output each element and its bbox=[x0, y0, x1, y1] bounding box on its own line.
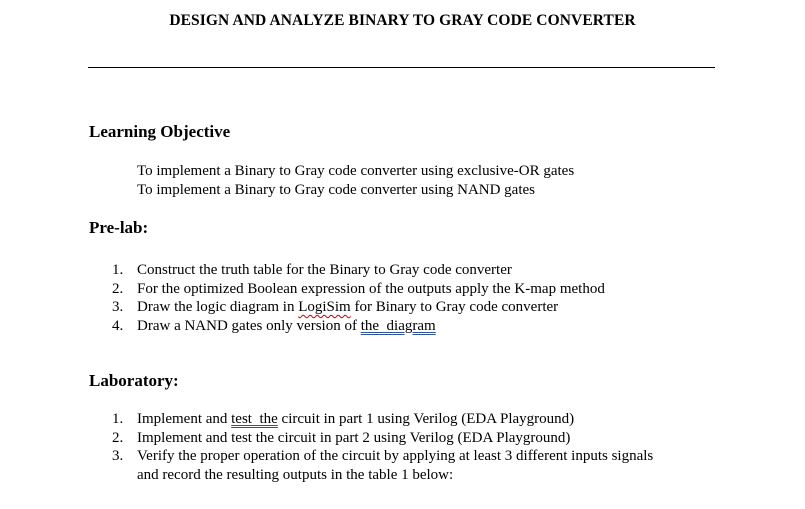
prelab-list bbox=[112, 261, 605, 335]
list-text-pre: Implement and bbox=[137, 411, 232, 427]
objective-item: To implement a Binary to Gray code converter using exclusive-OR gates bbox=[137, 163, 575, 179]
laboratory-list bbox=[112, 410, 653, 484]
grammar-flag: the diagram bbox=[360, 317, 436, 334]
document-title: DESIGN AND ANALYZE BINARY TO GRAY CODE CONVERTER bbox=[169, 12, 636, 29]
horizontal-rule bbox=[88, 67, 715, 68]
list-number: 2. bbox=[112, 429, 124, 446]
lab-item bbox=[112, 429, 653, 448]
list-number: 3. bbox=[112, 448, 124, 464]
list-text: Implement and test the circuit in part 2 using Verilog (EDA Playground) bbox=[137, 429, 571, 446]
prelab-item bbox=[112, 261, 605, 280]
list-number: 2. bbox=[112, 280, 124, 297]
list-text: For the optimized Boolean expression of the outputs apply the K-map method bbox=[137, 280, 605, 297]
objective-item: To implement a Binary to Gray code converter using NAND gates bbox=[137, 181, 536, 198]
list-number: 1. bbox=[112, 262, 124, 278]
prelab-item bbox=[112, 298, 605, 317]
lab-item bbox=[112, 410, 653, 429]
lab-item bbox=[112, 447, 653, 484]
list-text-post: circuit in part 1 using Verilog (EDA Playground) bbox=[277, 411, 575, 427]
learning-objective-list bbox=[137, 162, 574, 199]
list-text-continuation: and record the resulting outputs in the table 1 below: bbox=[137, 466, 454, 483]
grammar-flag: test the bbox=[231, 411, 278, 427]
list-number: 3. bbox=[112, 299, 124, 315]
prelab-item bbox=[112, 317, 605, 336]
spelling-flag: LogiSim bbox=[298, 299, 351, 315]
prelab-item bbox=[112, 280, 605, 299]
laboratory-heading: Laboratory: bbox=[89, 371, 179, 390]
list-text: Verify the proper operation of the circuit by applying at least 3 different inputs signals bbox=[137, 448, 654, 464]
list-number: 1. bbox=[112, 411, 124, 427]
list-text: Construct the truth table for the Binary to Gray code converter bbox=[137, 262, 512, 278]
prelab-heading: Pre-lab: bbox=[89, 218, 149, 237]
list-text-pre: Draw a NAND gates only version of bbox=[137, 317, 361, 334]
list-number: 4. bbox=[112, 317, 124, 334]
learning-objective-heading: Learning Objective bbox=[89, 122, 231, 141]
list-text-pre: Draw the logic diagram in bbox=[137, 299, 299, 315]
list-text-post: for Binary to Gray code converter bbox=[350, 299, 559, 315]
